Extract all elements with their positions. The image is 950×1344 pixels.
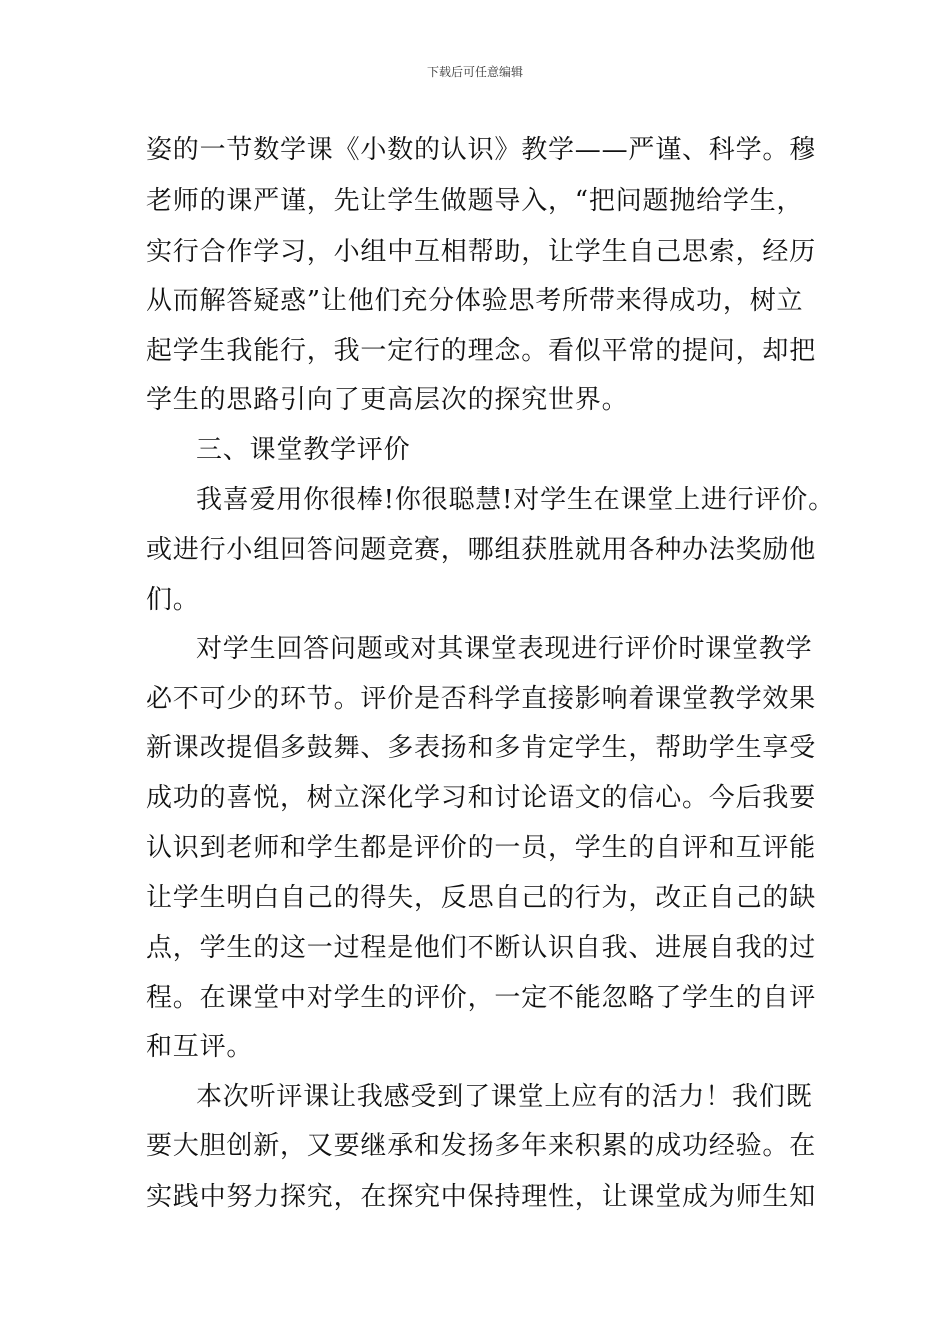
page-header: 下载后可任意编辑: [426, 65, 523, 79]
text-line: 本次听评课让我感受到了课堂上应有的活力！我们既: [196, 1082, 813, 1112]
text-line: 成功的喜悦，树立深化学习和讨论语文的信心。今后我要: [146, 783, 817, 813]
text-line: 实行合作学习，小组中互相帮助，让学生自己思索，经历: [146, 237, 817, 267]
text-line: 程。在课堂中对学生的评价，一定不能忽略了学生的自评: [146, 983, 817, 1013]
text-line: 让学生明白自己的得失，反思自己的行为，改正自己的缺: [146, 883, 817, 913]
text-line: 们。: [146, 585, 200, 615]
text-line: 对学生回答问题或对其课堂表现进行评价时课堂教学: [196, 634, 813, 664]
text-line: 或进行小组回答问题竞赛，哪组获胜就用各种办法奖励他: [146, 535, 817, 565]
text-line: 起学生我能行，我一定行的理念。看似平常的提问，却把: [146, 336, 817, 366]
text-line: 新课改提倡多鼓舞、多表扬和多肯定学生，帮助学生享受: [146, 733, 817, 763]
text-line: 我喜爱用你很棒!你很聪慧!对学生在课堂上进行评价。: [196, 485, 835, 515]
text-line: 学生的思路引向了更高层次的探究世界。: [146, 385, 629, 415]
text-line: 和互评。: [146, 1032, 254, 1062]
section-heading: 三、课堂教学评价: [196, 435, 411, 465]
text-line: 要大胆创新，又要继承和发扬多年来积累的成功经验。在: [146, 1131, 817, 1161]
text-line: 点，学生的这一过程是他们不断认识自我、进展自我的过: [146, 933, 817, 963]
text-line: 实践中努力探究，在探究中保持理性，让课堂成为师生知: [146, 1182, 817, 1212]
text-line: 老师的课严谨，先让学生做题导入，“把问题抛给学生，: [146, 186, 804, 216]
text-line: 从而解答疑惑”让他们充分体验思考所带来得成功，树立: [146, 286, 804, 316]
text-line: 姿的一节数学课《小数的认识》教学——严谨、科学。穆: [146, 135, 817, 165]
text-line: 认识到老师和学生都是评价的一员，学生的自评和互评能: [146, 833, 817, 863]
text-line: 必不可少的环节。评价是否科学直接影响着课堂教学效果: [146, 684, 817, 714]
